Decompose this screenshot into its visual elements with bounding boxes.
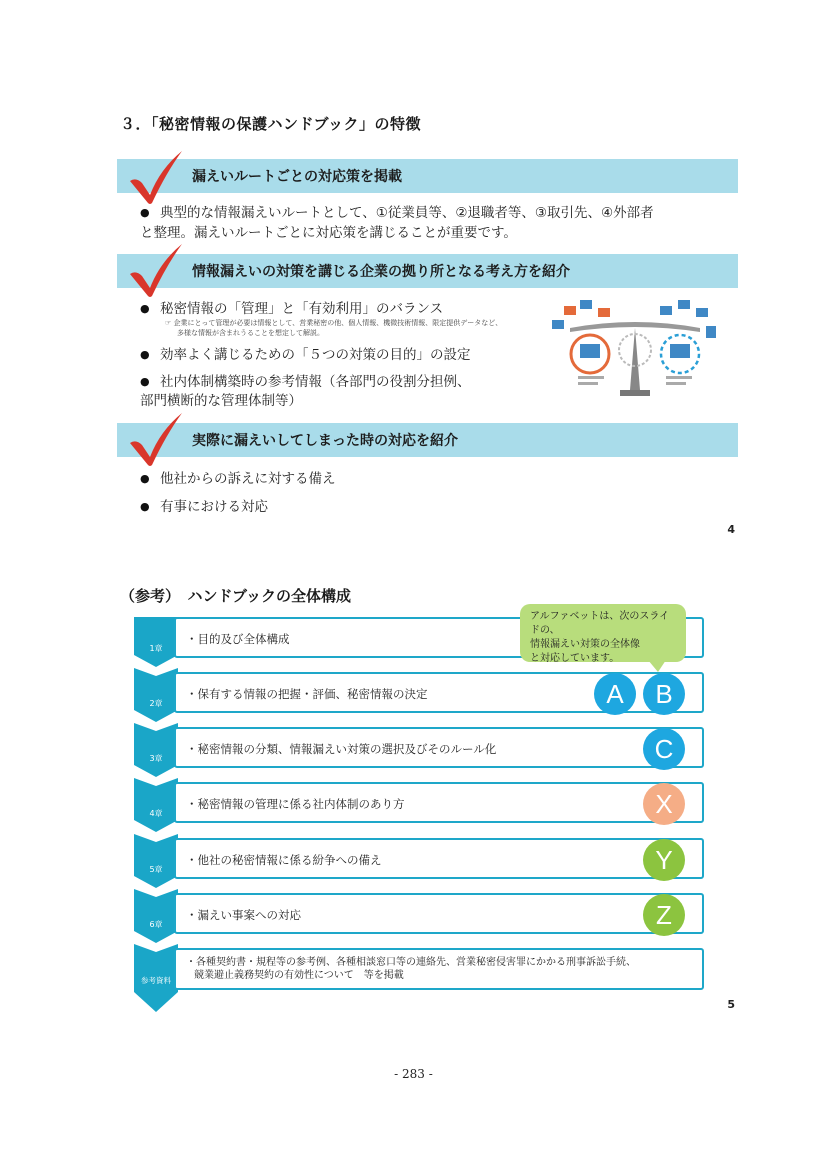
band-1-label: 漏えいルートごとの対応策を掲載: [192, 169, 402, 185]
chapter-label: 6章: [149, 920, 163, 929]
sub-note: ☞ 企業にとって管理が必要は情報として、営業秘密の他、個人情報、機微技術情報、限定提供データなど、 多様な情報が含まれうることを想定して解説。: [165, 319, 503, 337]
footer-page-number: - 283 -: [394, 1067, 433, 1081]
bubble-pointer: [648, 660, 666, 672]
band-2-bullets-cont2: [140, 372, 471, 392]
band-2-label: 情報漏えいの対策を講じる企業の拠り所となる考え方を紹介: [192, 264, 570, 280]
balance-illustration: [550, 298, 720, 402]
chapter-label: 4章: [149, 809, 163, 818]
chapter-label: 5章: [149, 865, 163, 874]
chapter-row: [174, 727, 704, 768]
bullet-item: ● 他社からの訴えに対する備え: [140, 469, 336, 489]
band-3-bullets-2: [140, 497, 268, 517]
reference-title: （参考） ハンドブックの全体構成: [120, 587, 352, 605]
band-2-bullets-cont: [140, 345, 471, 365]
chapter-row: [174, 948, 704, 990]
chapter-text: ・目的及び全体構成: [186, 632, 290, 646]
chapter-text: ・漏えい事案への対応: [186, 908, 301, 922]
page-number: 5: [727, 998, 735, 1011]
chapter-chevron: [134, 668, 178, 722]
checkmark-icon: [126, 242, 184, 300]
feature-band-2: [117, 254, 738, 288]
letter-a-circle: A: [594, 673, 636, 715]
bullet-item: ● 効率よく講じるための「５つの対策の目的」の設定: [140, 345, 471, 365]
page-number: 4: [727, 523, 735, 536]
band-3-bullets: [140, 469, 336, 489]
chapter-text: ・秘密情報の管理に係る社内体制のあり方: [186, 797, 405, 811]
bullet-item: ● 社内体制構築時の参考情報（各部門の役割分担例、: [140, 372, 471, 392]
chapter-chevron: [134, 778, 178, 832]
chapter-label: 参考資料: [141, 976, 171, 985]
chapter-label: 2章: [149, 699, 163, 708]
letter-z-circle: Z: [643, 894, 685, 936]
chapter-chevron: [134, 834, 178, 888]
feature-band-1: [117, 159, 738, 193]
chapter-label: 1章: [149, 644, 163, 653]
chapter-chevron: [134, 723, 178, 777]
chapter-text: ・保有する情報の把握・評価、秘密情報の決定: [186, 687, 428, 701]
checkmark-icon: [126, 411, 184, 469]
bullet-continuation: 部門横断的な管理体制等）: [140, 393, 302, 409]
chapter-label: 3章: [149, 754, 163, 763]
band-2-bullets: [140, 299, 443, 319]
bullet-item: ● 秘密情報の「管理」と「有効利用」のバランス: [140, 299, 443, 319]
band-1-bullets: [140, 203, 654, 223]
chapter-row: [174, 838, 704, 879]
letter-b-circle: B: [643, 673, 685, 715]
letter-x-circle: X: [643, 783, 685, 825]
chapter-chevron: [134, 617, 178, 667]
checkmark-icon: [126, 149, 184, 207]
letter-y-circle: Y: [643, 839, 685, 881]
bullet-continuation: と整理。漏えいルートごとに対応策を講じることが重要です。: [140, 225, 517, 241]
chapter-row: [174, 893, 704, 934]
bullet-item: ● 典型的な情報漏えいルートとして、①従業員等、②退職者等、③取引先、④外部者: [140, 203, 654, 223]
chapter-text: ・他社の秘密情報に係る紛争への備え: [186, 853, 382, 867]
note-bubble: アルファベットは、次のスライドの、 情報漏えい対策の全体像 と対応しています。: [520, 604, 686, 662]
chapter-chevron: [134, 889, 178, 943]
chapter-text: ・秘密情報の分類、情報漏えい対策の選択及びそのルール化: [186, 742, 497, 756]
section-title: ３．「秘密情報の保護ハンドブック」の特徴: [120, 115, 422, 133]
chapter-row: [174, 782, 704, 823]
feature-band-3: [117, 423, 738, 457]
letter-c-circle: C: [643, 728, 685, 770]
bullet-item: ● 有事における対応: [140, 497, 268, 517]
band-3-label: 実際に漏えいしてしまった時の対応を紹介: [192, 433, 458, 449]
chapter-text: ・各種契約書・規程等の参考例、各種相談窓口等の連絡先、営業秘密侵害罪にかかる刑事訴訟手続、 競業避止義務契約の有効性について 等を掲載: [186, 957, 636, 981]
